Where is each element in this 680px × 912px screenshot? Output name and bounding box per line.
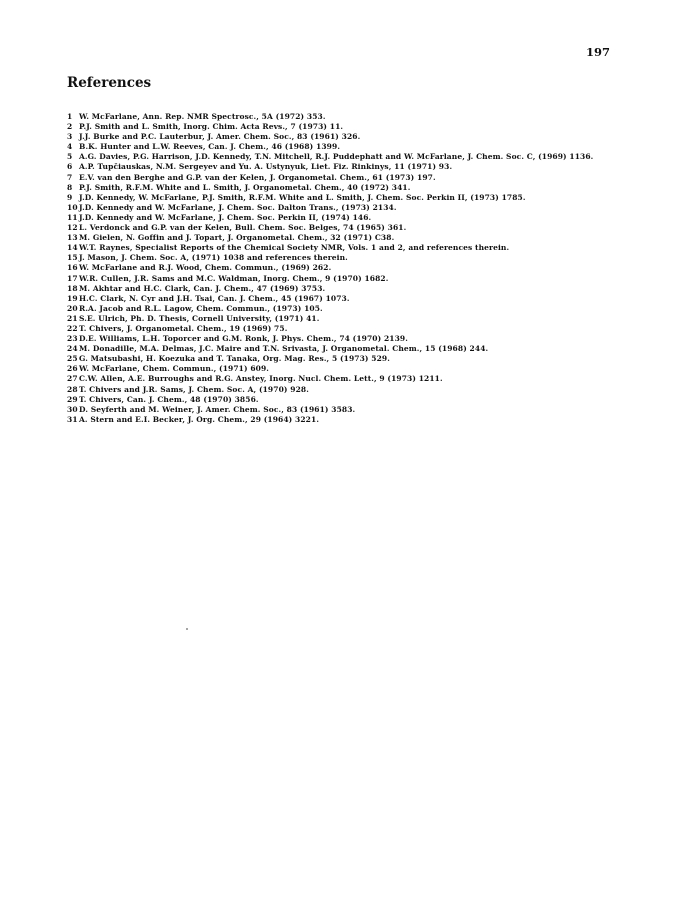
reference-number: 8 — [67, 182, 73, 192]
reference-text: A.G. Davies, P.G. Harrison, J.D. Kennedy, T.N. Mitchell, R.J. Puddephatt and W. McFarlane, J. Chem. Soc. C, (1969) 1136. — [79, 152, 594, 162]
reference-item — [67, 112, 632, 122]
reference-item — [67, 173, 632, 183]
reference-text: B.K. Hunter and L.W. Reeves, Can. J. Chem., 46 (1968) 1399. — [79, 142, 341, 152]
reference-number: 14 — [67, 243, 78, 253]
reference-number: 17 — [67, 273, 78, 283]
reference-item — [67, 223, 632, 233]
reference-text: T. Chivers and J.R. Sams, J. Chem. Soc. A, (1970) 928. — [79, 384, 309, 394]
reference-text: T. Chivers, J. Organometal. Chem., 19 (1969) 75. — [79, 323, 288, 333]
reference-item — [67, 294, 632, 304]
reference-text: R.A. Jacob and R.L. Lagow, Chem. Commun., (1973) 105. — [79, 303, 323, 313]
page-number: 197 — [585, 45, 610, 59]
reference-text: H.C. Clark, N. Cyr and J.H. Tsai, Can. J. Chem., 45 (1967) 1073. — [79, 293, 350, 303]
reference-text: W. McFarlane and R.J. Wood, Chem. Commun., (1969) 262. — [79, 263, 332, 273]
reference-number: 30 — [67, 404, 78, 414]
reference-text: P.J. Smith and L. Smith, Inorg. Chim. Acta Revs., 7 (1973) 11. — [79, 122, 344, 132]
reference-number: 21 — [67, 313, 78, 323]
reference-item — [67, 142, 632, 152]
reference-text: J.D. Kennedy and W. McFarlane, J. Chem. Soc. Perkin II, (1974) 146. — [79, 212, 372, 222]
reference-number: 25 — [67, 354, 78, 364]
reference-item — [67, 253, 632, 263]
reference-number: 27 — [67, 374, 78, 384]
reference-item — [67, 263, 632, 273]
reference-item — [67, 152, 632, 162]
reference-number: 26 — [67, 364, 78, 374]
reference-number: 10 — [67, 202, 78, 212]
reference-text: M. Donadille, M.A. Delmas, J.C. Maire and T.N. Srivasta, J. Organometal. Chem., 15 (1968) 244. — [79, 344, 489, 354]
reference-number: 3 — [67, 132, 73, 142]
reference-item — [67, 122, 632, 132]
reference-number: 18 — [67, 283, 78, 293]
reference-item — [67, 354, 632, 364]
reference-item — [67, 274, 632, 284]
reference-text: P.J. Smith, R.F.M. White and L. Smith, J. Organometal. Chem., 40 (1972) 341. — [79, 182, 411, 192]
reference-text: J.J. Burke and P.C. Lauterbur, J. Amer. Chem. Soc., 83 (1961) 326. — [79, 132, 361, 142]
reference-number: 12 — [67, 223, 78, 233]
reference-item — [67, 395, 632, 405]
scan-speck — [186, 628, 188, 630]
reference-number: 7 — [67, 172, 73, 182]
reference-text: W. McFarlane, Ann. Rep. NMR Spectrosc., 5A (1972) 353. — [79, 112, 326, 121]
reference-text: J.D. Kennedy, W. McFarlane, P.J. Smith, R.F.M. White and L. Smith, J. Chem. Soc. Perkin II, (1973) 1785. — [79, 192, 526, 202]
reference-text: W.R. Cullen, J.R. Sams and M.C. Waldman, Inorg. Chem., 9 (1970) 1682. — [79, 273, 389, 283]
reference-text: E.V. van den Berghe and G.P. van der Kelen, J. Organometal. Chem., 61 (1973) 197. — [79, 172, 436, 182]
reference-item — [67, 284, 632, 294]
reference-number: 24 — [67, 344, 78, 354]
reference-text: C.W. Allen, A.E. Burroughs and R.G. Anstey, Inorg. Nucl. Chem. Lett., 9 (1973) 1211. — [79, 374, 443, 384]
reference-number: 6 — [67, 162, 73, 172]
reference-item — [67, 233, 632, 243]
reference-text: J. Mason, J. Chem. Soc. A, (1971) 1038 and references therein. — [79, 253, 348, 263]
reference-number: 23 — [67, 334, 78, 344]
reference-number: 16 — [67, 263, 78, 273]
reference-number: 15 — [67, 253, 78, 263]
reference-number: 11 — [67, 212, 78, 222]
reference-text: D. Seyferth and M. Weiner, J. Amer. Chem. Soc., 83 (1961) 3583. — [79, 404, 356, 414]
reference-item — [67, 162, 632, 172]
reference-item — [67, 213, 632, 223]
reference-item — [67, 243, 632, 253]
reference-number: 2 — [67, 122, 73, 132]
reference-item — [67, 324, 632, 334]
reference-item — [67, 304, 632, 314]
reference-number: 19 — [67, 293, 78, 303]
reference-number: 4 — [67, 142, 73, 152]
reference-number: 13 — [67, 233, 78, 243]
reference-text: W. McFarlane, Chem. Commun., (1971) 609. — [79, 364, 270, 374]
reference-item — [67, 344, 632, 354]
reference-item — [67, 405, 632, 415]
reference-item — [67, 385, 632, 395]
references-heading: References — [67, 75, 152, 91]
reference-number: 29 — [67, 394, 78, 404]
reference-text: S.E. Ulrich, Ph. D. Thesis, Cornell University, (1971) 41. — [79, 313, 320, 323]
reference-text: M. Gielen, N. Goffin and J. Topart, J. Organometal. Chem., 32 (1971) C38. — [79, 233, 395, 243]
reference-item — [67, 132, 632, 142]
reference-number: 31 — [67, 414, 78, 424]
reference-number: 5 — [67, 152, 73, 162]
reference-item — [67, 203, 632, 213]
reference-list — [67, 112, 632, 425]
reference-number: 22 — [67, 323, 78, 333]
reference-text: G. Matsubashi, H. Koezuka and T. Tanaka, Org. Mag. Res., 5 (1973) 529. — [79, 354, 390, 364]
reference-item — [67, 374, 632, 384]
reference-number: 28 — [67, 384, 78, 394]
reference-number: 1 — [67, 112, 73, 121]
reference-item — [67, 314, 632, 324]
reference-number: 20 — [67, 303, 78, 313]
reference-item — [67, 183, 632, 193]
reference-text: T. Chivers, Can. J. Chem., 48 (1970) 3856. — [79, 394, 259, 404]
reference-item — [67, 334, 632, 344]
reference-text: M. Akhtar and H.C. Clark, Can. J. Chem., 47 (1969) 3753. — [79, 283, 326, 293]
reference-item — [67, 364, 632, 374]
reference-text: A.P. Tupčiauskas, N.M. Sergeyev and Yu. A. Ustynyuk, Liet. Fiz. Rinkinys, 11 (1971) 93. — [79, 162, 453, 172]
reference-text: W.T. Raynes, Specialist Reports of the Chemical Society NMR, Vols. 1 and 2, and references therein. — [79, 243, 510, 253]
reference-text: D.E. Williams, L.H. Toporcer and G.M. Ronk, J. Phys. Chem., 74 (1970) 2139. — [79, 334, 408, 344]
reference-number: 9 — [67, 192, 73, 202]
reference-item — [67, 193, 632, 203]
reference-text: J.D. Kennedy and W. McFarlane, J. Chem. Soc. Dalton Trans., (1973) 2134. — [79, 202, 397, 212]
reference-text: L. Verdonck and G.P. van der Kelen, Bull. Chem. Soc. Belges, 74 (1965) 361. — [79, 223, 407, 233]
reference-text: A. Stern and E.I. Becker, J. Org. Chem., 29 (1964) 3221. — [79, 414, 320, 424]
reference-item — [67, 415, 632, 425]
